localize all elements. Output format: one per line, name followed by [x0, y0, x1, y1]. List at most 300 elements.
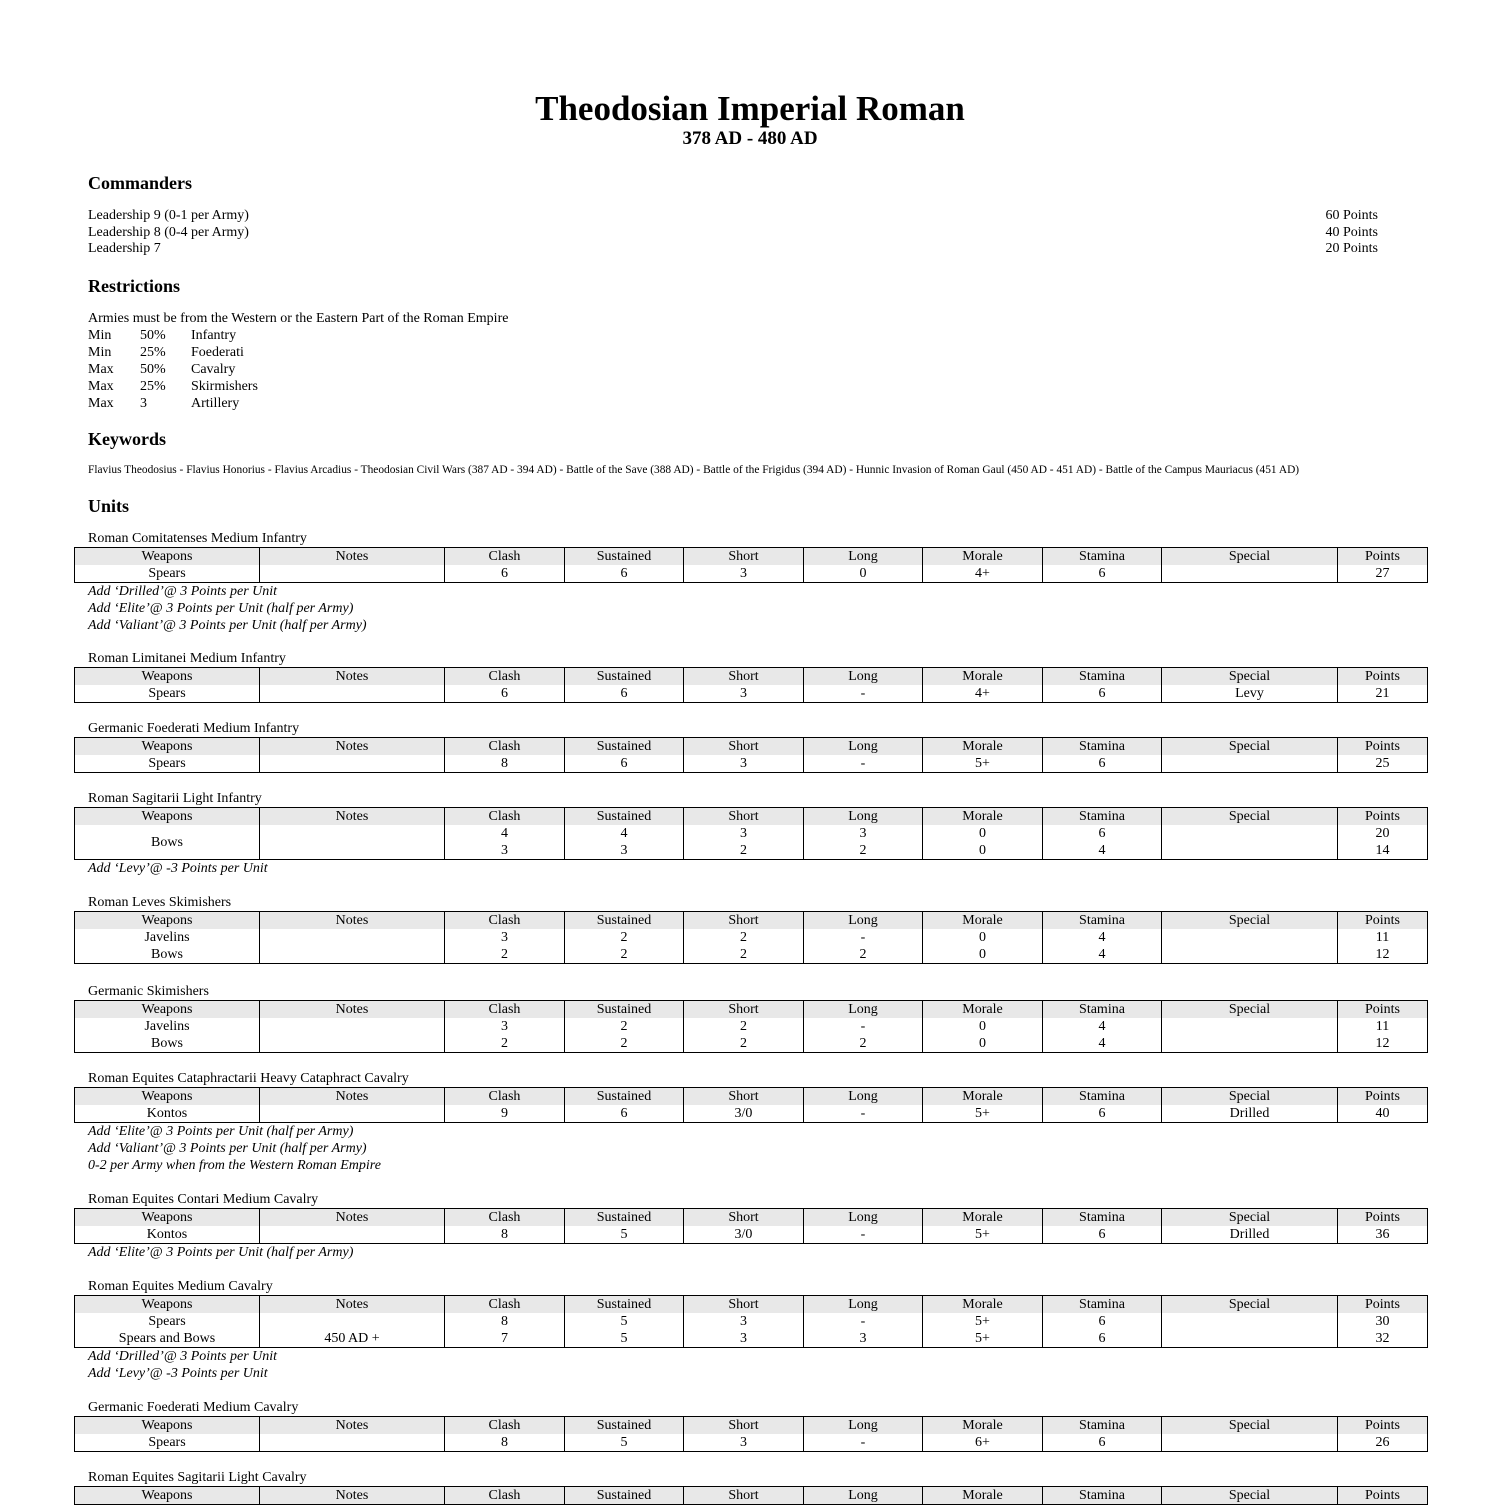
- column-header-stamina: Stamina: [1043, 808, 1162, 826]
- column-header-long: Long: [804, 1296, 923, 1314]
- cell-long: 0: [804, 565, 923, 583]
- column-header-morale: Morale: [923, 1417, 1043, 1435]
- cell-points: 21: [1338, 685, 1428, 703]
- restriction-category: Artillery: [191, 396, 240, 411]
- cell-morale: 6+: [923, 1434, 1043, 1452]
- column-header-notes: Notes: [260, 808, 445, 826]
- cell-morale: 5+: [923, 1330, 1043, 1348]
- cell-clash: 8: [445, 755, 565, 773]
- cell-stamina: 6: [1043, 825, 1162, 842]
- cell-morale: 4+: [923, 685, 1043, 703]
- cell-short: 3/0: [684, 1226, 804, 1244]
- cell-long: 2: [804, 946, 923, 964]
- cell-sustained: 2: [565, 946, 684, 964]
- cell-notes: [260, 1434, 445, 1452]
- column-header-notes: Notes: [260, 1487, 445, 1505]
- column-header-special: Special: [1162, 1487, 1338, 1505]
- restrictions-intro: Armies must be from the Western or the Eastern Part of the Roman Empire: [88, 311, 509, 326]
- cell-morale: 0: [923, 842, 1043, 860]
- cell-sustained: 6: [565, 755, 684, 773]
- column-header-special: Special: [1162, 548, 1338, 566]
- cell-special: [1162, 1035, 1338, 1053]
- table-row: [75, 1035, 1428, 1053]
- cell-morale: 0: [923, 825, 1043, 842]
- restriction-category: Skirmishers: [191, 379, 258, 394]
- cell-stamina: 6: [1043, 565, 1162, 583]
- column-header-weapons: Weapons: [75, 912, 260, 930]
- column-header-special: Special: [1162, 668, 1338, 686]
- cell-short: 3: [684, 685, 804, 703]
- column-header-points: Points: [1338, 548, 1428, 566]
- unit-title: Roman Equites Cataphractarii Heavy Cataphract Cavalry: [88, 1071, 409, 1086]
- cell-long: -: [804, 1018, 923, 1035]
- restriction-row: [88, 327, 488, 344]
- column-header-special: Special: [1162, 1417, 1338, 1435]
- column-header-notes: Notes: [260, 1417, 445, 1435]
- unit-title: Roman Leves Skimishers: [88, 895, 232, 910]
- unit-stat-table: [74, 737, 1428, 773]
- cell-special: [1162, 1018, 1338, 1035]
- cell-stamina: 4: [1043, 1035, 1162, 1053]
- cell-morale: 0: [923, 1018, 1043, 1035]
- column-header-weapons: Weapons: [75, 1417, 260, 1435]
- cell-notes: [260, 946, 445, 964]
- unit-stat-table: [74, 1416, 1428, 1452]
- unit-note: Add ‘Levy’@ -3 Points per Unit: [88, 1366, 268, 1381]
- table-header-row: [75, 1001, 1428, 1019]
- cell-clash: 8: [445, 1313, 565, 1330]
- column-header-stamina: Stamina: [1043, 1296, 1162, 1314]
- unit-note: Add ‘Valiant’@ 3 Points per Unit (half per Army): [88, 1141, 367, 1156]
- cell-long: 3: [804, 825, 923, 842]
- cell-long: -: [804, 685, 923, 703]
- cell-special: [1162, 825, 1338, 842]
- restriction-type: Max: [88, 396, 114, 411]
- page-subtitle: 378 AD - 480 AD: [682, 128, 818, 149]
- column-header-morale: Morale: [923, 738, 1043, 756]
- cell-long: 3: [804, 1330, 923, 1348]
- column-header-long: Long: [804, 738, 923, 756]
- unit-note: 0-2 per Army when from the Western Roman Empire: [88, 1158, 381, 1173]
- cell-special: [1162, 929, 1338, 946]
- table-row: [75, 1226, 1428, 1244]
- unit-stat-table: [74, 1295, 1428, 1348]
- column-header-clash: Clash: [445, 738, 565, 756]
- cell-notes: [260, 755, 445, 773]
- cell-stamina: 6: [1043, 685, 1162, 703]
- cell-clash: 6: [445, 685, 565, 703]
- column-header-notes: Notes: [260, 668, 445, 686]
- cell-notes: [260, 825, 445, 842]
- column-header-points: Points: [1338, 1296, 1428, 1314]
- restriction-category: Infantry: [191, 328, 237, 343]
- table-header-row: [75, 1417, 1428, 1435]
- cell-sustained: 6: [565, 1105, 684, 1123]
- cell-points: 12: [1338, 1035, 1428, 1053]
- cell-short: 2: [684, 946, 804, 964]
- column-header-weapons: Weapons: [75, 1088, 260, 1106]
- cell-special: Levy: [1162, 685, 1338, 703]
- column-header-stamina: Stamina: [1043, 912, 1162, 930]
- column-header-sustained: Sustained: [565, 1088, 684, 1106]
- column-header-long: Long: [804, 1417, 923, 1435]
- cell-short: 3: [684, 565, 804, 583]
- commander-row: [88, 207, 1378, 224]
- cell-clash: 2: [445, 946, 565, 964]
- column-header-special: Special: [1162, 1001, 1338, 1019]
- cell-special: [1162, 842, 1338, 860]
- column-header-morale: Morale: [923, 912, 1043, 930]
- table-row: [75, 1434, 1428, 1452]
- cell-long: -: [804, 929, 923, 946]
- table-row: [75, 685, 1428, 703]
- unit-stat-table: [74, 547, 1428, 583]
- restrictions-heading: Restrictions: [88, 276, 180, 296]
- cell-clash: 2: [445, 1035, 565, 1053]
- column-header-short: Short: [684, 548, 804, 566]
- column-header-morale: Morale: [923, 808, 1043, 826]
- column-header-clash: Clash: [445, 1001, 565, 1019]
- column-header-points: Points: [1338, 1487, 1428, 1505]
- cell-short: 2: [684, 1035, 804, 1053]
- cell-special: [1162, 565, 1338, 583]
- unit-title: Germanic Foederati Medium Cavalry: [88, 1400, 299, 1415]
- column-header-weapons: Weapons: [75, 668, 260, 686]
- cell-notes: [260, 685, 445, 703]
- cell-stamina: 6: [1043, 1226, 1162, 1244]
- cell-sustained: 5: [565, 1313, 684, 1330]
- restriction-row: [88, 395, 488, 412]
- cell-short: 2: [684, 1018, 804, 1035]
- cell-special: [1162, 946, 1338, 964]
- column-header-special: Special: [1162, 1209, 1338, 1227]
- column-header-weapons: Weapons: [75, 808, 260, 826]
- table-header-row: [75, 912, 1428, 930]
- cell-special: Drilled: [1162, 1226, 1338, 1244]
- cell-morale: 4+: [923, 565, 1043, 583]
- restriction-category: Cavalry: [191, 362, 236, 377]
- cell-sustained: 2: [565, 1018, 684, 1035]
- keywords-text: Flavius Theodosius - Flavius Honorius - Flavius Arcadius - Theodosian Civil Wars (387 AD - 394 AD) - Battle of the Save (388 AD) - Battle of the Frigidus (394 AD) - Hunnic Invasion of Roman Gaul (450 AD - 451 AD) - Battle of the Campus Mauriacus (451 AD): [88, 464, 1300, 476]
- cell-stamina: 4: [1043, 946, 1162, 964]
- table-row: [75, 825, 1428, 842]
- cell-sustained: 6: [565, 565, 684, 583]
- commander-label: Leadership 9 (0-1 per Army): [88, 208, 249, 223]
- column-header-sustained: Sustained: [565, 912, 684, 930]
- cell-weapons: Javelins: [75, 1018, 260, 1035]
- column-header-morale: Morale: [923, 548, 1043, 566]
- column-header-short: Short: [684, 1417, 804, 1435]
- cell-stamina: 6: [1043, 1313, 1162, 1330]
- table-header-row: [75, 738, 1428, 756]
- unit-stat-table: [74, 911, 1428, 964]
- commander-points: 60 Points: [1325, 208, 1378, 223]
- unit-stat-table: [74, 1000, 1428, 1053]
- column-header-short: Short: [684, 738, 804, 756]
- cell-weapons: Bows: [75, 946, 260, 964]
- cell-special: [1162, 1330, 1338, 1348]
- column-header-special: Special: [1162, 738, 1338, 756]
- cell-short: 3: [684, 1434, 804, 1452]
- column-header-short: Short: [684, 1209, 804, 1227]
- restriction-value: 3: [140, 396, 147, 411]
- column-header-clash: Clash: [445, 1417, 565, 1435]
- cell-notes: [260, 842, 445, 860]
- table-header-row: [75, 1487, 1428, 1505]
- cell-weapons: Spears: [75, 755, 260, 773]
- cell-special: [1162, 755, 1338, 773]
- cell-weapons: Spears: [75, 1313, 260, 1330]
- column-header-short: Short: [684, 1487, 804, 1505]
- cell-clash: 3: [445, 929, 565, 946]
- unit-note: Add ‘Drilled’@ 3 Points per Unit: [88, 1349, 278, 1364]
- restriction-category: Foederati: [191, 345, 244, 360]
- cell-points: 40: [1338, 1105, 1428, 1123]
- cell-special: Drilled: [1162, 1105, 1338, 1123]
- column-header-weapons: Weapons: [75, 548, 260, 566]
- cell-sustained: 2: [565, 1035, 684, 1053]
- column-header-clash: Clash: [445, 668, 565, 686]
- unit-title: Roman Equites Contari Medium Cavalry: [88, 1192, 319, 1207]
- column-header-short: Short: [684, 808, 804, 826]
- cell-stamina: 4: [1043, 1018, 1162, 1035]
- cell-stamina: 6: [1043, 1105, 1162, 1123]
- unit-title: Roman Comitatenses Medium Infantry: [88, 531, 307, 546]
- table-row: [75, 1313, 1428, 1330]
- column-header-stamina: Stamina: [1043, 1487, 1162, 1505]
- cell-stamina: 4: [1043, 842, 1162, 860]
- column-header-clash: Clash: [445, 1088, 565, 1106]
- column-header-short: Short: [684, 668, 804, 686]
- units-heading: Units: [88, 496, 130, 516]
- cell-stamina: 6: [1043, 755, 1162, 773]
- unit-title: Germanic Skimishers: [88, 984, 209, 999]
- column-header-stamina: Stamina: [1043, 668, 1162, 686]
- cell-points: 11: [1338, 929, 1428, 946]
- column-header-weapons: Weapons: [75, 738, 260, 756]
- column-header-points: Points: [1338, 808, 1428, 826]
- cell-sustained: 6: [565, 685, 684, 703]
- cell-clash: 8: [445, 1434, 565, 1452]
- table-row: [75, 842, 1428, 860]
- cell-points: 32: [1338, 1330, 1428, 1348]
- column-header-special: Special: [1162, 1296, 1338, 1314]
- cell-short: 2: [684, 842, 804, 860]
- cell-short: 3: [684, 755, 804, 773]
- cell-points: 11: [1338, 1018, 1428, 1035]
- cell-short: 3: [684, 1313, 804, 1330]
- cell-points: 20: [1338, 825, 1428, 842]
- column-header-weapons: Weapons: [75, 1487, 260, 1505]
- column-header-points: Points: [1338, 1417, 1428, 1435]
- restriction-value: 25%: [140, 345, 166, 360]
- column-header-short: Short: [684, 1296, 804, 1314]
- cell-points: 26: [1338, 1434, 1428, 1452]
- commander-points: 40 Points: [1325, 225, 1378, 240]
- cell-stamina: 6: [1043, 1330, 1162, 1348]
- cell-weapons: Bows: [75, 1035, 260, 1053]
- cell-morale: 0: [923, 946, 1043, 964]
- cell-long: -: [804, 1313, 923, 1330]
- table-header-row: [75, 808, 1428, 826]
- column-header-long: Long: [804, 808, 923, 826]
- column-header-notes: Notes: [260, 548, 445, 566]
- restriction-type: Max: [88, 362, 114, 377]
- cell-long: -: [804, 1226, 923, 1244]
- column-header-notes: Notes: [260, 738, 445, 756]
- column-header-notes: Notes: [260, 1001, 445, 1019]
- unit-stat-table: [74, 667, 1428, 703]
- column-header-clash: Clash: [445, 548, 565, 566]
- column-header-sustained: Sustained: [565, 1001, 684, 1019]
- unit-stat-table: [74, 1087, 1428, 1123]
- cell-points: 30: [1338, 1313, 1428, 1330]
- cell-stamina: 4: [1043, 929, 1162, 946]
- commander-label: Leadership 7: [88, 241, 161, 256]
- cell-points: 14: [1338, 842, 1428, 860]
- cell-special: [1162, 1434, 1338, 1452]
- restriction-value: 50%: [140, 328, 166, 343]
- column-header-stamina: Stamina: [1043, 1209, 1162, 1227]
- cell-clash: 7: [445, 1330, 565, 1348]
- column-header-points: Points: [1338, 738, 1428, 756]
- column-header-sustained: Sustained: [565, 548, 684, 566]
- column-header-stamina: Stamina: [1043, 1417, 1162, 1435]
- unit-title: Roman Equites Sagitarii Light Cavalry: [88, 1470, 307, 1485]
- cell-short: 3/0: [684, 1105, 804, 1123]
- column-header-long: Long: [804, 1088, 923, 1106]
- cell-notes: [260, 1035, 445, 1053]
- column-header-points: Points: [1338, 1209, 1428, 1227]
- column-header-morale: Morale: [923, 1001, 1043, 1019]
- cell-points: 36: [1338, 1226, 1428, 1244]
- cell-long: -: [804, 755, 923, 773]
- column-header-morale: Morale: [923, 1209, 1043, 1227]
- cell-clash: 8: [445, 1226, 565, 1244]
- column-header-special: Special: [1162, 808, 1338, 826]
- column-header-sustained: Sustained: [565, 1487, 684, 1505]
- cell-special: [1162, 1313, 1338, 1330]
- column-header-points: Points: [1338, 1001, 1428, 1019]
- cell-morale: 0: [923, 1035, 1043, 1053]
- unit-note: Add ‘Elite’@ 3 Points per Unit (half per Army): [88, 1124, 354, 1139]
- table-row: [75, 565, 1428, 583]
- cell-notes: [260, 929, 445, 946]
- table-row: [75, 929, 1428, 946]
- cell-weapons: Spears and Bows: [75, 1330, 260, 1348]
- cell-weapons: Spears: [75, 1434, 260, 1452]
- unit-note: Add ‘Levy’@ -3 Points per Unit: [88, 861, 268, 876]
- unit-note: Add ‘Elite’@ 3 Points per Unit (half per Army): [88, 1245, 354, 1260]
- cell-weapons: Bows: [75, 825, 260, 860]
- cell-morale: 5+: [923, 1105, 1043, 1123]
- restriction-type: Min: [88, 345, 112, 360]
- unit-stat-table: [74, 807, 1428, 860]
- restriction-row: [88, 344, 488, 361]
- cell-short: 3: [684, 1330, 804, 1348]
- cell-sustained: 2: [565, 929, 684, 946]
- column-header-stamina: Stamina: [1043, 548, 1162, 566]
- restriction-row: [88, 378, 488, 395]
- cell-sustained: 5: [565, 1434, 684, 1452]
- unit-stat-table: [74, 1208, 1428, 1244]
- cell-long: 2: [804, 1035, 923, 1053]
- cell-clash: 6: [445, 565, 565, 583]
- cell-clash: 9: [445, 1105, 565, 1123]
- table-header-row: [75, 1209, 1428, 1227]
- table-header-row: [75, 668, 1428, 686]
- unit-note: Add ‘Drilled’@ 3 Points per Unit: [88, 584, 278, 599]
- column-header-long: Long: [804, 1487, 923, 1505]
- cell-long: 2: [804, 842, 923, 860]
- cell-notes: [260, 1105, 445, 1123]
- table-header-row: [75, 548, 1428, 566]
- cell-sustained: 3: [565, 842, 684, 860]
- cell-short: 2: [684, 929, 804, 946]
- commander-row: [88, 240, 1378, 257]
- table-row: [75, 946, 1428, 964]
- unit-note: Add ‘Elite’@ 3 Points per Unit (half per Army): [88, 601, 354, 616]
- column-header-special: Special: [1162, 912, 1338, 930]
- restriction-type: Min: [88, 328, 112, 343]
- cell-weapons: Kontos: [75, 1226, 260, 1244]
- unit-title: Germanic Foederati Medium Infantry: [88, 721, 300, 736]
- commander-row: [88, 224, 1378, 241]
- column-header-weapons: Weapons: [75, 1001, 260, 1019]
- column-header-points: Points: [1338, 1088, 1428, 1106]
- column-header-clash: Clash: [445, 912, 565, 930]
- column-header-short: Short: [684, 1001, 804, 1019]
- table-row: [75, 1018, 1428, 1035]
- column-header-clash: Clash: [445, 1209, 565, 1227]
- cell-weapons: Spears: [75, 685, 260, 703]
- cell-sustained: 4: [565, 825, 684, 842]
- column-header-notes: Notes: [260, 1088, 445, 1106]
- cell-short: 3: [684, 825, 804, 842]
- cell-long: -: [804, 1105, 923, 1123]
- column-header-special: Special: [1162, 1088, 1338, 1106]
- cell-notes: [260, 1313, 445, 1330]
- column-header-sustained: Sustained: [565, 1209, 684, 1227]
- column-header-long: Long: [804, 668, 923, 686]
- cell-morale: 5+: [923, 755, 1043, 773]
- restriction-value: 25%: [140, 379, 166, 394]
- page-title: Theodosian Imperial Roman: [535, 89, 965, 128]
- cell-notes: [260, 565, 445, 583]
- cell-notes: [260, 1226, 445, 1244]
- cell-stamina: 6: [1043, 1434, 1162, 1452]
- unit-note: Add ‘Valiant’@ 3 Points per Unit (half per Army): [88, 618, 367, 633]
- unit-title: Roman Equites Medium Cavalry: [88, 1279, 273, 1294]
- column-header-long: Long: [804, 1001, 923, 1019]
- unit-title: Roman Sagitarii Light Infantry: [88, 791, 262, 806]
- cell-sustained: 5: [565, 1330, 684, 1348]
- table-header-row: [75, 1296, 1428, 1314]
- cell-weapons: Kontos: [75, 1105, 260, 1123]
- column-header-morale: Morale: [923, 668, 1043, 686]
- restriction-type: Max: [88, 379, 114, 394]
- cell-long: -: [804, 1434, 923, 1452]
- cell-weapons: Javelins: [75, 929, 260, 946]
- column-header-weapons: Weapons: [75, 1296, 260, 1314]
- keywords-heading: Keywords: [88, 429, 166, 449]
- commander-points: 20 Points: [1325, 241, 1378, 256]
- column-header-clash: Clash: [445, 1296, 565, 1314]
- cell-morale: 5+: [923, 1226, 1043, 1244]
- column-header-notes: Notes: [260, 912, 445, 930]
- table-row: [75, 1105, 1428, 1123]
- column-header-morale: Morale: [923, 1487, 1043, 1505]
